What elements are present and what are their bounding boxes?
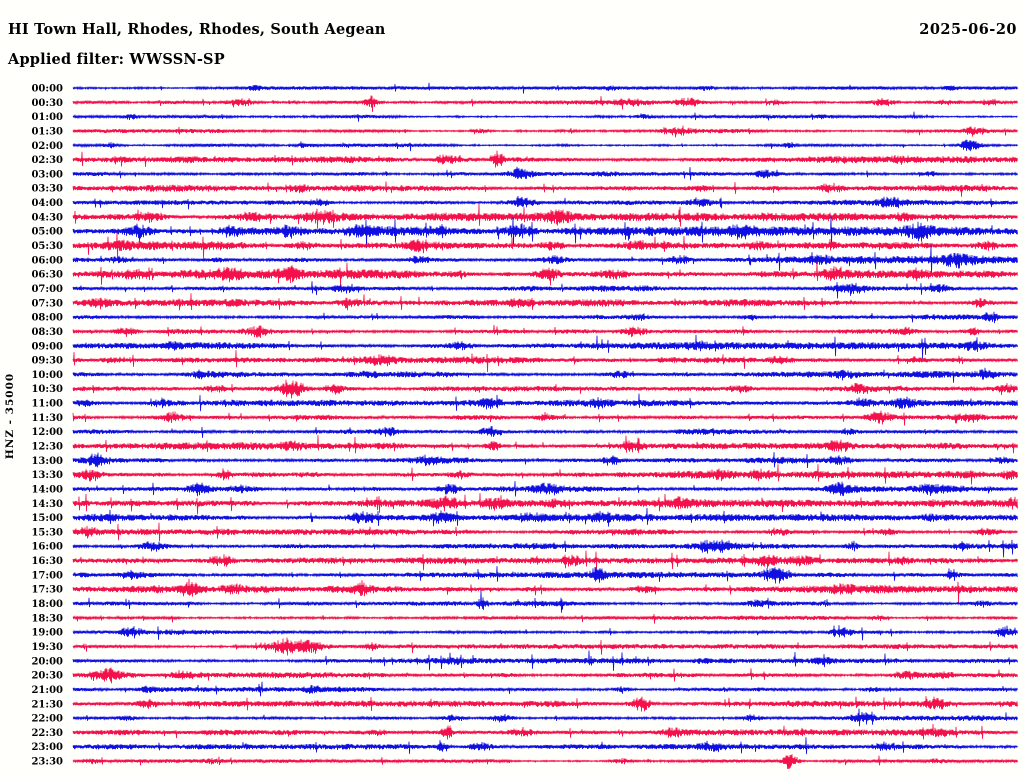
row-time-label: 11:00: [31, 398, 63, 410]
station-title: HI Town Hall, Rhodes, Rhodes, South Aegean: [8, 21, 386, 38]
seismo-trace-1230: [73, 435, 1018, 453]
row-time-label: 16:00: [31, 541, 63, 553]
seismo-trace-0100: [73, 112, 1018, 122]
row-time-label: 20:30: [31, 670, 63, 682]
row-time-label: 13:30: [31, 470, 63, 482]
seismo-trace-1630: [73, 551, 1018, 571]
seismo-trace-1400: [73, 481, 1018, 496]
row-time-label: 06:30: [31, 269, 63, 281]
seismo-trace-1130: [73, 411, 1018, 426]
seismo-trace-0230: [73, 151, 1018, 168]
seismo-trace-0900: [73, 335, 1018, 359]
row-time-label: 08:30: [31, 326, 63, 338]
row-time-label: 01:00: [31, 112, 63, 124]
row-time-label: 04:30: [31, 212, 63, 224]
seismo-trace-1500: [73, 508, 1018, 527]
seismo-trace-1830: [73, 614, 1018, 624]
seismo-trace-0330: [73, 182, 1018, 197]
row-time-label: 21:30: [31, 699, 63, 711]
row-time-label: 12:30: [31, 441, 63, 453]
row-time-label: 09:30: [31, 355, 63, 367]
seismo-trace-0030: [73, 96, 1018, 113]
seismo-trace-2130: [73, 696, 1018, 711]
seismo-trace-0000: [73, 83, 1018, 94]
row-time-label: 03:30: [31, 183, 63, 195]
row-time-label: 10:00: [31, 369, 63, 381]
seismo-trace-0400: [73, 196, 1018, 209]
row-time-label: 16:30: [31, 556, 63, 568]
channel-scale-label: HNZ - 35000: [4, 372, 16, 460]
seismo-trace-0730: [73, 293, 1018, 310]
row-time-label: 17:00: [31, 570, 63, 582]
seismo-trace-0700: [73, 281, 1018, 298]
row-time-label: 22:30: [31, 727, 63, 739]
seismo-trace-1100: [73, 394, 1018, 411]
seismo-trace-2030: [73, 668, 1018, 684]
applied-filter-label: Applied filter: WWSSN-SP: [8, 51, 225, 68]
row-time-label: 01:30: [31, 126, 63, 138]
seismo-trace-2230: [73, 724, 1018, 740]
seismo-trace-0430: [73, 203, 1018, 229]
row-time-label: 21:00: [31, 684, 63, 696]
row-time-label: 09:00: [31, 341, 63, 353]
row-time-label: 15:00: [31, 513, 63, 525]
row-time-label: 14:30: [31, 498, 63, 510]
row-time-label: 19:00: [31, 627, 63, 639]
row-time-label: 05:00: [31, 226, 63, 238]
seismo-trace-0530: [73, 232, 1018, 259]
plot-date: 2025-06-20: [919, 21, 1017, 38]
row-time-label: 08:00: [31, 312, 63, 324]
seismo-trace-1430: [73, 493, 1018, 514]
row-time-label: 06:00: [31, 255, 63, 267]
row-time-label: 20:00: [31, 656, 63, 668]
row-time-label: 18:00: [31, 599, 63, 611]
row-time-label: 17:30: [31, 584, 63, 596]
seismo-trace-1000: [73, 368, 1018, 383]
seismo-trace-1330: [73, 464, 1018, 484]
seismo-trace-1730: [73, 579, 1018, 603]
seismo-trace-1200: [73, 426, 1018, 438]
seismo-trace-2000: [73, 651, 1018, 671]
seismo-trace-0930: [73, 350, 1018, 372]
row-time-label: 14:00: [31, 484, 63, 496]
row-time-label: 23:30: [31, 756, 63, 768]
seismo-trace-1530: [73, 523, 1018, 542]
row-time-label: 04:00: [31, 198, 63, 210]
row-time-label: 10:30: [31, 384, 63, 396]
row-time-label: 22:00: [31, 713, 63, 725]
seismo-trace-2330: [73, 754, 1018, 769]
row-time-label: 03:00: [31, 169, 63, 181]
row-time-label: 02:30: [31, 155, 63, 167]
row-time-label: 23:00: [31, 742, 63, 754]
row-time-label: 13:00: [31, 455, 63, 467]
row-time-label: 05:30: [31, 241, 63, 253]
seismo-trace-1600: [73, 540, 1018, 558]
row-time-label: 07:30: [31, 298, 63, 310]
row-time-label: 02:00: [31, 140, 63, 152]
row-time-label: 00:30: [31, 97, 63, 109]
seismo-trace-2100: [73, 682, 1018, 697]
row-time-label: 11:30: [31, 412, 63, 424]
seismo-trace-1700: [73, 566, 1018, 583]
seismo-trace-1900: [73, 625, 1018, 640]
seismo-trace-2300: [73, 737, 1018, 754]
seismo-trace-2200: [73, 709, 1018, 727]
seismo-trace-1930: [73, 638, 1018, 656]
row-time-label: 07:00: [31, 283, 63, 295]
seismo-trace-0200: [73, 140, 1018, 152]
row-time-label: 15:30: [31, 527, 63, 539]
row-time-label: 18:30: [31, 613, 63, 625]
seismo-trace-1800: [73, 590, 1018, 612]
seismo-trace-0830: [73, 325, 1018, 338]
seismo-trace-1030: [73, 380, 1018, 399]
row-time-label: 12:00: [31, 427, 63, 439]
seismo-trace-0300: [73, 167, 1018, 180]
row-time-label: 00:00: [31, 83, 63, 95]
row-time-label: 19:30: [31, 641, 63, 653]
seismo-trace-1300: [73, 452, 1018, 468]
seismo-trace-0800: [73, 312, 1018, 323]
seismo-trace-0130: [73, 126, 1018, 138]
seismo-trace-0500: [73, 217, 1018, 249]
